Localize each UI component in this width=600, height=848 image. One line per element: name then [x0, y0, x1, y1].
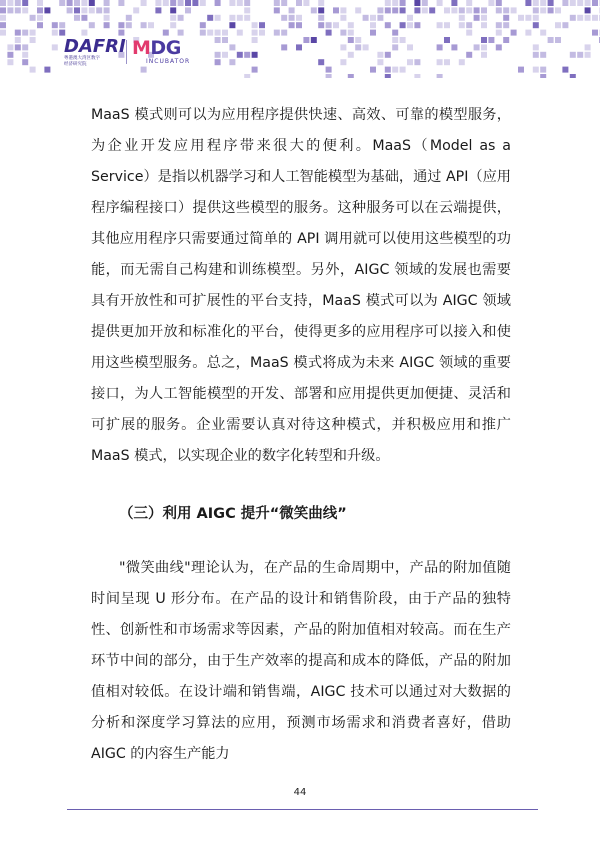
- pattern-tile: [22, 30, 28, 36]
- pattern-tile: [555, 37, 561, 43]
- pattern-tile: [370, 22, 376, 28]
- pattern-tile: [89, 0, 95, 6]
- pattern-tile: [148, 22, 154, 28]
- pattern-tile: [548, 0, 554, 6]
- pattern-tile: [459, 22, 465, 28]
- pattern-tile: [318, 7, 324, 13]
- dafri-logo: [64, 36, 126, 68]
- pattern-tile: [459, 15, 465, 21]
- pattern-tile: [355, 44, 361, 50]
- pattern-tile: [562, 22, 568, 28]
- pattern-tile: [385, 0, 391, 6]
- pattern-tile: [548, 37, 554, 43]
- pattern-tile: [414, 74, 420, 78]
- pattern-tile: [570, 74, 576, 78]
- pattern-tile: [52, 44, 58, 50]
- pattern-tile: [340, 59, 346, 65]
- pattern-tile: [178, 15, 184, 21]
- pattern-tile: [592, 30, 598, 36]
- pattern-tile: [104, 15, 110, 21]
- pattern-tile: [296, 44, 302, 50]
- pattern-tile: [296, 0, 302, 6]
- pattern-tile: [414, 59, 420, 65]
- pattern-tile: [89, 7, 95, 13]
- pattern-tile: [474, 44, 480, 50]
- pattern-tile: [326, 22, 332, 28]
- pattern-tile: [81, 15, 87, 21]
- pattern-tile: [525, 15, 531, 21]
- pattern-tile: [126, 22, 132, 28]
- pattern-tile: [585, 7, 591, 13]
- pattern-tile: [0, 0, 6, 6]
- pattern-tile: [414, 0, 420, 6]
- pattern-tile: [74, 15, 80, 21]
- pattern-tile: [318, 0, 324, 6]
- pattern-tile: [163, 30, 169, 36]
- pattern-tile: [348, 30, 354, 36]
- pattern-tile: [237, 0, 243, 6]
- pattern-tile: [303, 37, 309, 43]
- pattern-tile: [400, 67, 406, 73]
- pattern-tile: [252, 30, 258, 36]
- pattern-tile: [30, 30, 36, 36]
- pattern-tile: [155, 7, 161, 13]
- pattern-tile: [207, 30, 213, 36]
- pattern-tile: [185, 0, 191, 6]
- pattern-tile: [533, 0, 539, 6]
- pattern-tile: [296, 22, 302, 28]
- pattern-tile: [407, 59, 413, 65]
- pattern-tile: [585, 0, 591, 6]
- pattern-tile: [15, 44, 21, 50]
- pattern-tile: [281, 30, 287, 36]
- pattern-tile: [141, 0, 147, 6]
- mdg-logo-mark: [132, 38, 194, 58]
- pattern-tile: [577, 52, 583, 58]
- pattern-tile: [451, 0, 457, 6]
- pattern-tile: [540, 0, 546, 6]
- pattern-tile: [496, 0, 502, 6]
- dafri-logo-subtitle-2: 经济研究院: [64, 62, 87, 67]
- pattern-tile: [414, 7, 420, 13]
- dafri-logo-mark: DAFRI: [64, 36, 126, 57]
- pattern-tile: [22, 52, 28, 58]
- pattern-tile: [170, 15, 176, 21]
- header-pattern-band: [0, 0, 600, 78]
- pattern-tile: [585, 52, 591, 58]
- pattern-tile: [104, 0, 110, 6]
- pattern-tile: [37, 0, 43, 6]
- pattern-tile: [15, 30, 21, 36]
- pattern-tile: [340, 30, 346, 36]
- pattern-tile: [200, 0, 206, 6]
- pattern-tile: [22, 44, 28, 50]
- pattern-tile: [459, 7, 465, 13]
- pattern-tile: [89, 22, 95, 28]
- pattern-tile: [252, 67, 258, 73]
- pattern-tile: [363, 44, 369, 50]
- pattern-tile: [348, 52, 354, 58]
- pattern-tile: [525, 30, 531, 36]
- pattern-tile: [340, 15, 346, 21]
- pattern-tile: [511, 30, 517, 36]
- pattern-tile: [81, 30, 87, 36]
- pattern-tile: [207, 15, 213, 21]
- pattern-tile: [274, 30, 280, 36]
- pattern-tile: [385, 22, 391, 28]
- pattern-tile: [333, 22, 339, 28]
- pattern-tile: [237, 52, 243, 58]
- pattern-tile: [178, 30, 184, 36]
- pattern-tile: [215, 0, 221, 6]
- pattern-tile: [7, 7, 13, 13]
- pattern-tile: [555, 7, 561, 13]
- pattern-tile: [496, 22, 502, 28]
- logo-divider: [126, 40, 127, 64]
- pattern-tile: [222, 37, 228, 43]
- pattern-tile: [274, 7, 280, 13]
- pattern-tile: [533, 52, 539, 58]
- pattern-tile: [326, 67, 332, 73]
- pattern-tile: [407, 44, 413, 50]
- pattern-tile: [533, 44, 539, 50]
- pattern-tile: [451, 44, 457, 50]
- pattern-tile: [414, 22, 420, 28]
- pattern-tile: [444, 22, 450, 28]
- pattern-tile: [577, 15, 583, 21]
- pattern-tile: [585, 44, 591, 50]
- pattern-tile: [252, 52, 258, 58]
- pattern-tile: [355, 7, 361, 13]
- pattern-tile: [503, 22, 509, 28]
- pattern-tile: [392, 30, 398, 36]
- pattern-tile: [533, 7, 539, 13]
- pattern-tile: [259, 22, 265, 28]
- pattern-tile: [259, 30, 265, 36]
- pattern-tile: [503, 7, 509, 13]
- pattern-tile: [215, 15, 221, 21]
- pattern-tile: [474, 15, 480, 21]
- page-number: 44: [293, 787, 307, 798]
- pattern-tile: [296, 15, 302, 21]
- pattern-tile: [229, 44, 235, 50]
- pattern-tile: [59, 30, 65, 36]
- pattern-tile: [474, 7, 480, 13]
- pattern-tile: [163, 0, 169, 6]
- pattern-tile: [377, 52, 383, 58]
- pattern-tile: [385, 74, 391, 78]
- pattern-tile: [274, 0, 280, 6]
- pattern-tile: [444, 7, 450, 13]
- pattern-tile: [496, 7, 502, 13]
- pattern-tile: [30, 37, 36, 43]
- pattern-tile: [377, 7, 383, 13]
- pattern-tile: [7, 52, 13, 58]
- mdg-logo-dg: DG: [150, 37, 181, 59]
- pattern-tile: [437, 59, 443, 65]
- pattern-tile: [52, 22, 58, 28]
- pattern-tile: [503, 37, 509, 43]
- pattern-tile: [7, 0, 13, 6]
- pattern-tile: [562, 0, 568, 6]
- pattern-tile: [496, 30, 502, 36]
- pattern-tile: [44, 67, 50, 73]
- pattern-tile: [118, 30, 124, 36]
- pattern-tile: [481, 22, 487, 28]
- pattern-tile: [318, 22, 324, 28]
- pattern-tile: [385, 7, 391, 13]
- pattern-tile: [178, 0, 184, 6]
- pattern-tile: [570, 52, 576, 58]
- pattern-tile: [289, 7, 295, 13]
- pattern-tile: [466, 52, 472, 58]
- pattern-tile: [348, 37, 354, 43]
- pattern-tile: [437, 44, 443, 50]
- pattern-tile: [289, 15, 295, 21]
- pattern-tile: [30, 15, 36, 21]
- pattern-tile: [281, 44, 287, 50]
- pattern-tile: [155, 0, 161, 6]
- pattern-tile: [585, 15, 591, 21]
- pattern-tile: [0, 15, 6, 21]
- pattern-tile: [400, 7, 406, 13]
- pattern-tile: [126, 15, 132, 21]
- pattern-tile: [244, 52, 250, 58]
- pattern-tile: [170, 22, 176, 28]
- pattern-tile: [459, 59, 465, 65]
- pattern-tile: [407, 22, 413, 28]
- pattern-tile: [311, 7, 317, 13]
- pattern-tile: [44, 7, 50, 13]
- pattern-tile: [363, 15, 369, 21]
- pattern-tile: [481, 15, 487, 21]
- pattern-tile: [244, 74, 250, 78]
- pattern-tile: [0, 7, 6, 13]
- pattern-tile: [170, 7, 176, 13]
- pattern-tile: [7, 44, 13, 50]
- pattern-tile: [15, 0, 21, 6]
- pattern-tile: [252, 22, 258, 28]
- pattern-tile: [533, 67, 539, 73]
- pattern-tile: [15, 37, 21, 43]
- pattern-tile: [444, 37, 450, 43]
- pattern-tile: [570, 15, 576, 21]
- pattern-tile: [429, 7, 435, 13]
- pattern-tile: [222, 30, 228, 36]
- pattern-tile: [466, 22, 472, 28]
- pattern-tile: [229, 59, 235, 65]
- body-paragraph-1: MaaS 模式则可以为应用程序提供快速、高效、可靠的模型服务，为企业开发应用程序带来很大的便利。MaaS（Model as a Service）是指以机器学习和人工智能模型为基础，通过 API（应用程序编程接口）提供这些模型的服务。这种服务可以在云端提供，其他应用程序只需要通过简单的 API 调用就可以使用这些模型的功能，而无需自己构建和训练模型。另外，AIGC 领域的发展也需要具有开放性和可扩展性的平台支持，MaaS 模式可以为 AIGC 领域提供更加开放和标准化的平台，使得更多的应用程序可以接入和使用这些模型服务。总之，MaaS 模式将成为未来 AIGC 领域的重要接口，为人工智能模型的开发、部署和应用提供更加便捷、灵活和可扩展的服务。企业需要认真对待这种模式，并积极应用和推广 MaaS 模式，以实现企业的数字化转型和升级。: [91, 107, 511, 464]
- pattern-tile: [244, 0, 250, 6]
- pattern-tile: [326, 30, 332, 36]
- pattern-tile: [59, 22, 65, 28]
- pattern-tile: [340, 44, 346, 50]
- pattern-tile: [318, 59, 324, 65]
- pattern-tile: [481, 37, 487, 43]
- pattern-tile: [67, 0, 73, 6]
- pattern-tile: [200, 22, 206, 28]
- pattern-tile: [81, 7, 87, 13]
- pattern-tile: [7, 59, 13, 65]
- pattern-tile: [15, 7, 21, 13]
- pattern-tile: [392, 7, 398, 13]
- pattern-tile: [370, 30, 376, 36]
- pattern-tile: [22, 59, 28, 65]
- pattern-tile: [340, 7, 346, 13]
- pattern-tile: [133, 7, 139, 13]
- pattern-tile: [370, 15, 376, 21]
- section-heading: （三）利用 AIGC 提升“微笑曲线”: [119, 506, 347, 522]
- pattern-tile: [422, 7, 428, 13]
- pattern-tile: [37, 22, 43, 28]
- pattern-tile: [496, 44, 502, 50]
- pattern-tile: [533, 22, 539, 28]
- pattern-tile: [437, 0, 443, 6]
- pattern-tile: [141, 22, 147, 28]
- pattern-tile: [37, 15, 43, 21]
- pattern-tile: [52, 30, 58, 36]
- page-body: [91, 100, 511, 770]
- pattern-tile: [481, 44, 487, 50]
- pattern-tile: [437, 74, 443, 78]
- footer-rule: [67, 809, 538, 810]
- body-paragraph-2: "微笑曲线"理论认为，在产品的生命周期中，产品的附加值随时间呈现 U 形分布。在产品的设计和销售阶段，由于产品的独特性、创新性和市场需求等因素，产品的附加值相对较高。而在生产环节中间的部分，由于生产效率的提高和成本的降低，产品的附加值相对较低。在设计端和销售端，AIGC 技术可以通过对大数据的分析和深度学习算法的应用，预测市场需求和消费者喜好，借助 AIGC 的内容生产能力: [91, 560, 511, 762]
- pattern-tile: [0, 22, 6, 28]
- pattern-tile: [518, 67, 524, 73]
- pattern-tile: [385, 67, 391, 73]
- pattern-tile: [392, 67, 398, 73]
- pattern-tile: [570, 0, 576, 6]
- pattern-tile: [392, 44, 398, 50]
- pattern-tile: [30, 67, 36, 73]
- pattern-tile: [548, 7, 554, 13]
- pattern-tile: [67, 7, 73, 13]
- pattern-tile: [215, 52, 221, 58]
- pattern-tile: [488, 37, 494, 43]
- pattern-tile: [481, 7, 487, 13]
- pattern-tile: [170, 0, 176, 6]
- pattern-tile: [318, 15, 324, 21]
- pattern-tile: [185, 7, 191, 13]
- pattern-tile: [237, 30, 243, 36]
- pattern-tile: [104, 7, 110, 13]
- pattern-tile: [303, 0, 309, 6]
- pattern-tile: [540, 30, 546, 36]
- pattern-tile: [437, 22, 443, 28]
- pattern-tile: [215, 59, 221, 65]
- pattern-tile: [118, 0, 124, 6]
- pattern-tile: [400, 22, 406, 28]
- pattern-tile: [377, 59, 383, 65]
- pattern-tile: [229, 22, 235, 28]
- pattern-tile: [348, 22, 354, 28]
- pattern-tile: [466, 30, 472, 36]
- pattern-tile: [525, 0, 531, 6]
- pattern-tile: [407, 15, 413, 21]
- pattern-tile: [488, 0, 494, 6]
- pattern-tile: [533, 15, 539, 21]
- pattern-tile: [481, 52, 487, 58]
- pattern-tile: [311, 37, 317, 43]
- pattern-tile: [385, 52, 391, 58]
- pattern-tile: [59, 0, 65, 6]
- pattern-tile: [540, 67, 546, 73]
- pattern-tile: [540, 7, 546, 13]
- pattern-tile: [81, 0, 87, 6]
- pattern-tile: [466, 7, 472, 13]
- pattern-tile: [422, 0, 428, 6]
- pattern-tile: [222, 52, 228, 58]
- pattern-tile: [74, 0, 80, 6]
- pattern-tile: [333, 7, 339, 13]
- pattern-tile: [118, 22, 124, 28]
- pattern-tile: [229, 15, 235, 21]
- pattern-tile: [37, 7, 43, 13]
- pattern-tile: [400, 37, 406, 43]
- pattern-tile: [518, 15, 524, 21]
- pattern-tile: [22, 0, 28, 6]
- pattern-tile: [237, 15, 243, 21]
- pattern-tile: [370, 67, 376, 73]
- pattern-tile: [96, 7, 102, 13]
- pattern-tile: [22, 7, 28, 13]
- mdg-incubator-logo: [132, 38, 194, 68]
- pattern-tile: [74, 7, 80, 13]
- pattern-tile: [392, 37, 398, 43]
- pattern-tile: [592, 15, 598, 21]
- pattern-tile: [540, 52, 546, 58]
- pattern-tile: [377, 15, 383, 21]
- pattern-tile: [215, 37, 221, 43]
- pattern-tile: [326, 74, 332, 78]
- pattern-tile: [192, 0, 198, 6]
- pattern-tile: [252, 37, 258, 43]
- pattern-tile: [229, 0, 235, 6]
- dafri-logo-subtitle-1: 粤港澳大湾区数字: [64, 56, 100, 61]
- pattern-tile: [466, 0, 472, 6]
- pattern-tile: [289, 22, 295, 28]
- pattern-tile: [281, 0, 287, 6]
- pattern-tile: [577, 0, 583, 6]
- pattern-tile: [444, 59, 450, 65]
- pattern-tile: [348, 74, 354, 78]
- pattern-tile: [555, 22, 561, 28]
- pattern-tile: [244, 15, 250, 21]
- pattern-tile: [540, 74, 546, 78]
- mdg-logo-subtitle: INCUBATOR: [146, 58, 191, 65]
- pattern-tile: [215, 30, 221, 36]
- pattern-tile: [592, 0, 598, 6]
- pattern-tile: [392, 0, 398, 6]
- pattern-tile: [451, 7, 457, 13]
- pattern-tile: [104, 22, 110, 28]
- pattern-tile: [0, 30, 6, 36]
- pattern-tile: [562, 67, 568, 73]
- pattern-tile: [355, 37, 361, 43]
- pattern-tile: [281, 15, 287, 21]
- pattern-tile: [200, 30, 206, 36]
- pattern-tile: [503, 15, 509, 21]
- pattern-tile: [244, 7, 250, 13]
- mdg-logo-m: M: [132, 37, 151, 59]
- pattern-tile: [511, 7, 517, 13]
- pattern-tile: [400, 0, 406, 6]
